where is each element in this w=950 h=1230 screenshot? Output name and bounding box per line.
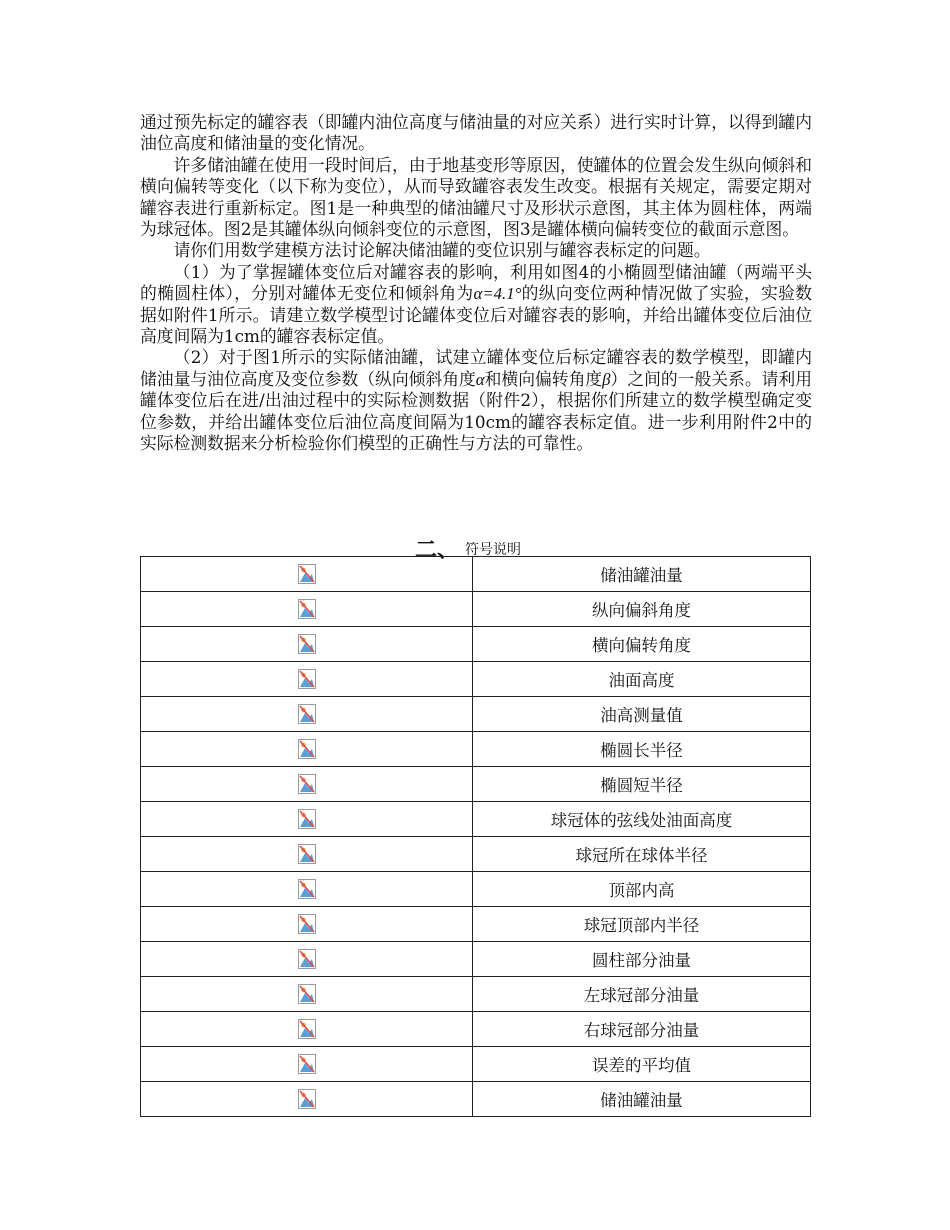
symbol-cell bbox=[141, 732, 473, 767]
paragraph-intro-continued: 通过预先标定的罐容表（即罐内油位高度与储油量的对应关系）进行实时计算，以得到罐内油位高度和储油量的变化情况。 bbox=[140, 112, 812, 154]
symbol-description: 圆柱部分油量 bbox=[473, 942, 811, 977]
symbol-description: 油高测量值 bbox=[473, 697, 811, 732]
table-row bbox=[141, 802, 811, 837]
symbol-description: 纵向偏斜角度 bbox=[473, 592, 811, 627]
symbol-cell bbox=[141, 977, 473, 1012]
symbol-cell bbox=[141, 697, 473, 732]
symbol-cell bbox=[141, 1012, 473, 1047]
symbol-description: 椭圆短半径 bbox=[473, 767, 811, 802]
symbol-cell bbox=[141, 1047, 473, 1082]
broken-image-icon bbox=[298, 914, 316, 934]
table-row bbox=[141, 942, 811, 977]
table-row bbox=[141, 697, 811, 732]
document-body bbox=[140, 112, 812, 455]
symbol-description: 右球冠部分油量 bbox=[473, 1012, 811, 1047]
symbol-description: 球冠体的弦线处油面高度 bbox=[473, 802, 811, 837]
question-2-text-c: ）之间的一般关系。请利用罐体变位后在进/出油过程中的实际检测数据（附件2），根据你们所建立的数学模型确定变位参数，并给出罐体变位后油位高度间隔为10cm的罐容表标定值。进一步利用附件2中的实际检测数据来分析检验你们模型的正确性与方法的可靠性。 bbox=[140, 368, 812, 454]
symbol-cell bbox=[141, 1082, 473, 1117]
symbol-cell bbox=[141, 662, 473, 697]
symbol-description: 储油罐油量 bbox=[473, 557, 811, 592]
table-row bbox=[141, 592, 811, 627]
symbol-description: 储油罐油量 bbox=[473, 1082, 811, 1117]
symbol-description: 球冠顶部内半径 bbox=[473, 907, 811, 942]
alpha-symbol: α bbox=[475, 369, 485, 389]
table-row bbox=[141, 837, 811, 872]
symbol-description: 油面高度 bbox=[473, 662, 811, 697]
question-2-text-a: （2）对于图1所示的实际储油罐，试建立罐体变位后标定罐容表的数学模型，即罐内储油量与油位高度及变位参数（纵向倾斜角度 bbox=[140, 347, 812, 389]
paragraph-background: 许多储油罐在使用一段时间后，由于地基变形等原因，使罐体的位置会发生纵向倾斜和横向偏转等变化（以下称为变位），从而导致罐容表发生改变。根据有关规定，需要定期对罐容表进行重新标定。图1是一种典型的储油罐尺寸及形状示意图，其主体为圆柱体，两端为球冠体。图2是其罐体纵向倾斜变位的示意图，图3是罐体横向偏转变位的截面示意图。 bbox=[140, 154, 812, 240]
symbol-cell bbox=[141, 942, 473, 977]
beta-symbol: β bbox=[602, 369, 611, 389]
symbol-cell bbox=[141, 592, 473, 627]
broken-image-icon bbox=[298, 844, 316, 864]
table-row bbox=[141, 732, 811, 767]
alpha-equation: α=4.1° bbox=[473, 284, 522, 304]
symbol-description: 误差的平均值 bbox=[473, 1047, 811, 1082]
symbol-cell bbox=[141, 872, 473, 907]
table-row bbox=[141, 627, 811, 662]
broken-image-icon bbox=[298, 1019, 316, 1039]
table-row bbox=[141, 907, 811, 942]
broken-image-icon bbox=[298, 774, 316, 794]
table-row bbox=[141, 1012, 811, 1047]
broken-image-icon bbox=[298, 704, 316, 724]
section-number: 二、 bbox=[415, 537, 460, 563]
symbol-table-body bbox=[141, 557, 811, 1117]
table-row bbox=[141, 767, 811, 802]
table-row bbox=[141, 557, 811, 592]
table-row bbox=[141, 1047, 811, 1082]
symbol-description: 左球冠部分油量 bbox=[473, 977, 811, 1012]
paragraph-question-2 bbox=[140, 347, 812, 454]
symbol-cell bbox=[141, 802, 473, 837]
symbol-table bbox=[140, 556, 811, 1117]
table-row bbox=[141, 1082, 811, 1117]
broken-image-icon bbox=[298, 1054, 316, 1074]
broken-image-icon bbox=[298, 984, 316, 1004]
paragraph-question-1 bbox=[140, 262, 812, 348]
symbol-description: 球冠所在球体半径 bbox=[473, 837, 811, 872]
question-2-text-b: 和横向偏转角度 bbox=[484, 368, 603, 389]
section-title: 符号说明 bbox=[465, 541, 522, 558]
symbol-description: 椭圆长半径 bbox=[473, 732, 811, 767]
symbol-cell bbox=[141, 627, 473, 662]
broken-image-icon bbox=[298, 599, 316, 619]
paragraph-task: 请你们用数学建模方法讨论解决储油罐的变位识别与罐容表标定的问题。 bbox=[173, 240, 711, 261]
broken-image-icon bbox=[298, 879, 316, 899]
question-1-text-a: （1）为了掌握罐体变位后对罐容表的影响，利用如图4的小椭圆型储油罐（两端平头的椭圆柱体），分别对罐体无变位和倾斜角为 bbox=[140, 261, 812, 304]
broken-image-icon bbox=[298, 809, 316, 829]
broken-image-icon bbox=[298, 564, 316, 584]
section-heading bbox=[415, 533, 522, 563]
broken-image-icon bbox=[298, 634, 316, 654]
symbol-description: 顶部内高 bbox=[473, 872, 811, 907]
table-row bbox=[141, 977, 811, 1012]
broken-image-icon bbox=[298, 949, 316, 969]
table-row bbox=[141, 872, 811, 907]
symbol-cell bbox=[141, 557, 473, 592]
symbol-cell bbox=[141, 767, 473, 802]
symbol-cell bbox=[141, 837, 473, 872]
broken-image-icon bbox=[298, 1089, 316, 1109]
question-1-text-b: 的纵向变位两种情况做了实验，实验数据如附件1所示。请建立数学模型讨论罐体变位后对罐容表的影响，并给出罐体变位后油位高度间隔为1cm的罐容表标定值。 bbox=[140, 283, 812, 347]
symbol-description: 横向偏转角度 bbox=[473, 627, 811, 662]
broken-image-icon bbox=[298, 669, 316, 689]
table-row bbox=[141, 662, 811, 697]
broken-image-icon bbox=[298, 739, 316, 759]
symbol-cell bbox=[141, 907, 473, 942]
